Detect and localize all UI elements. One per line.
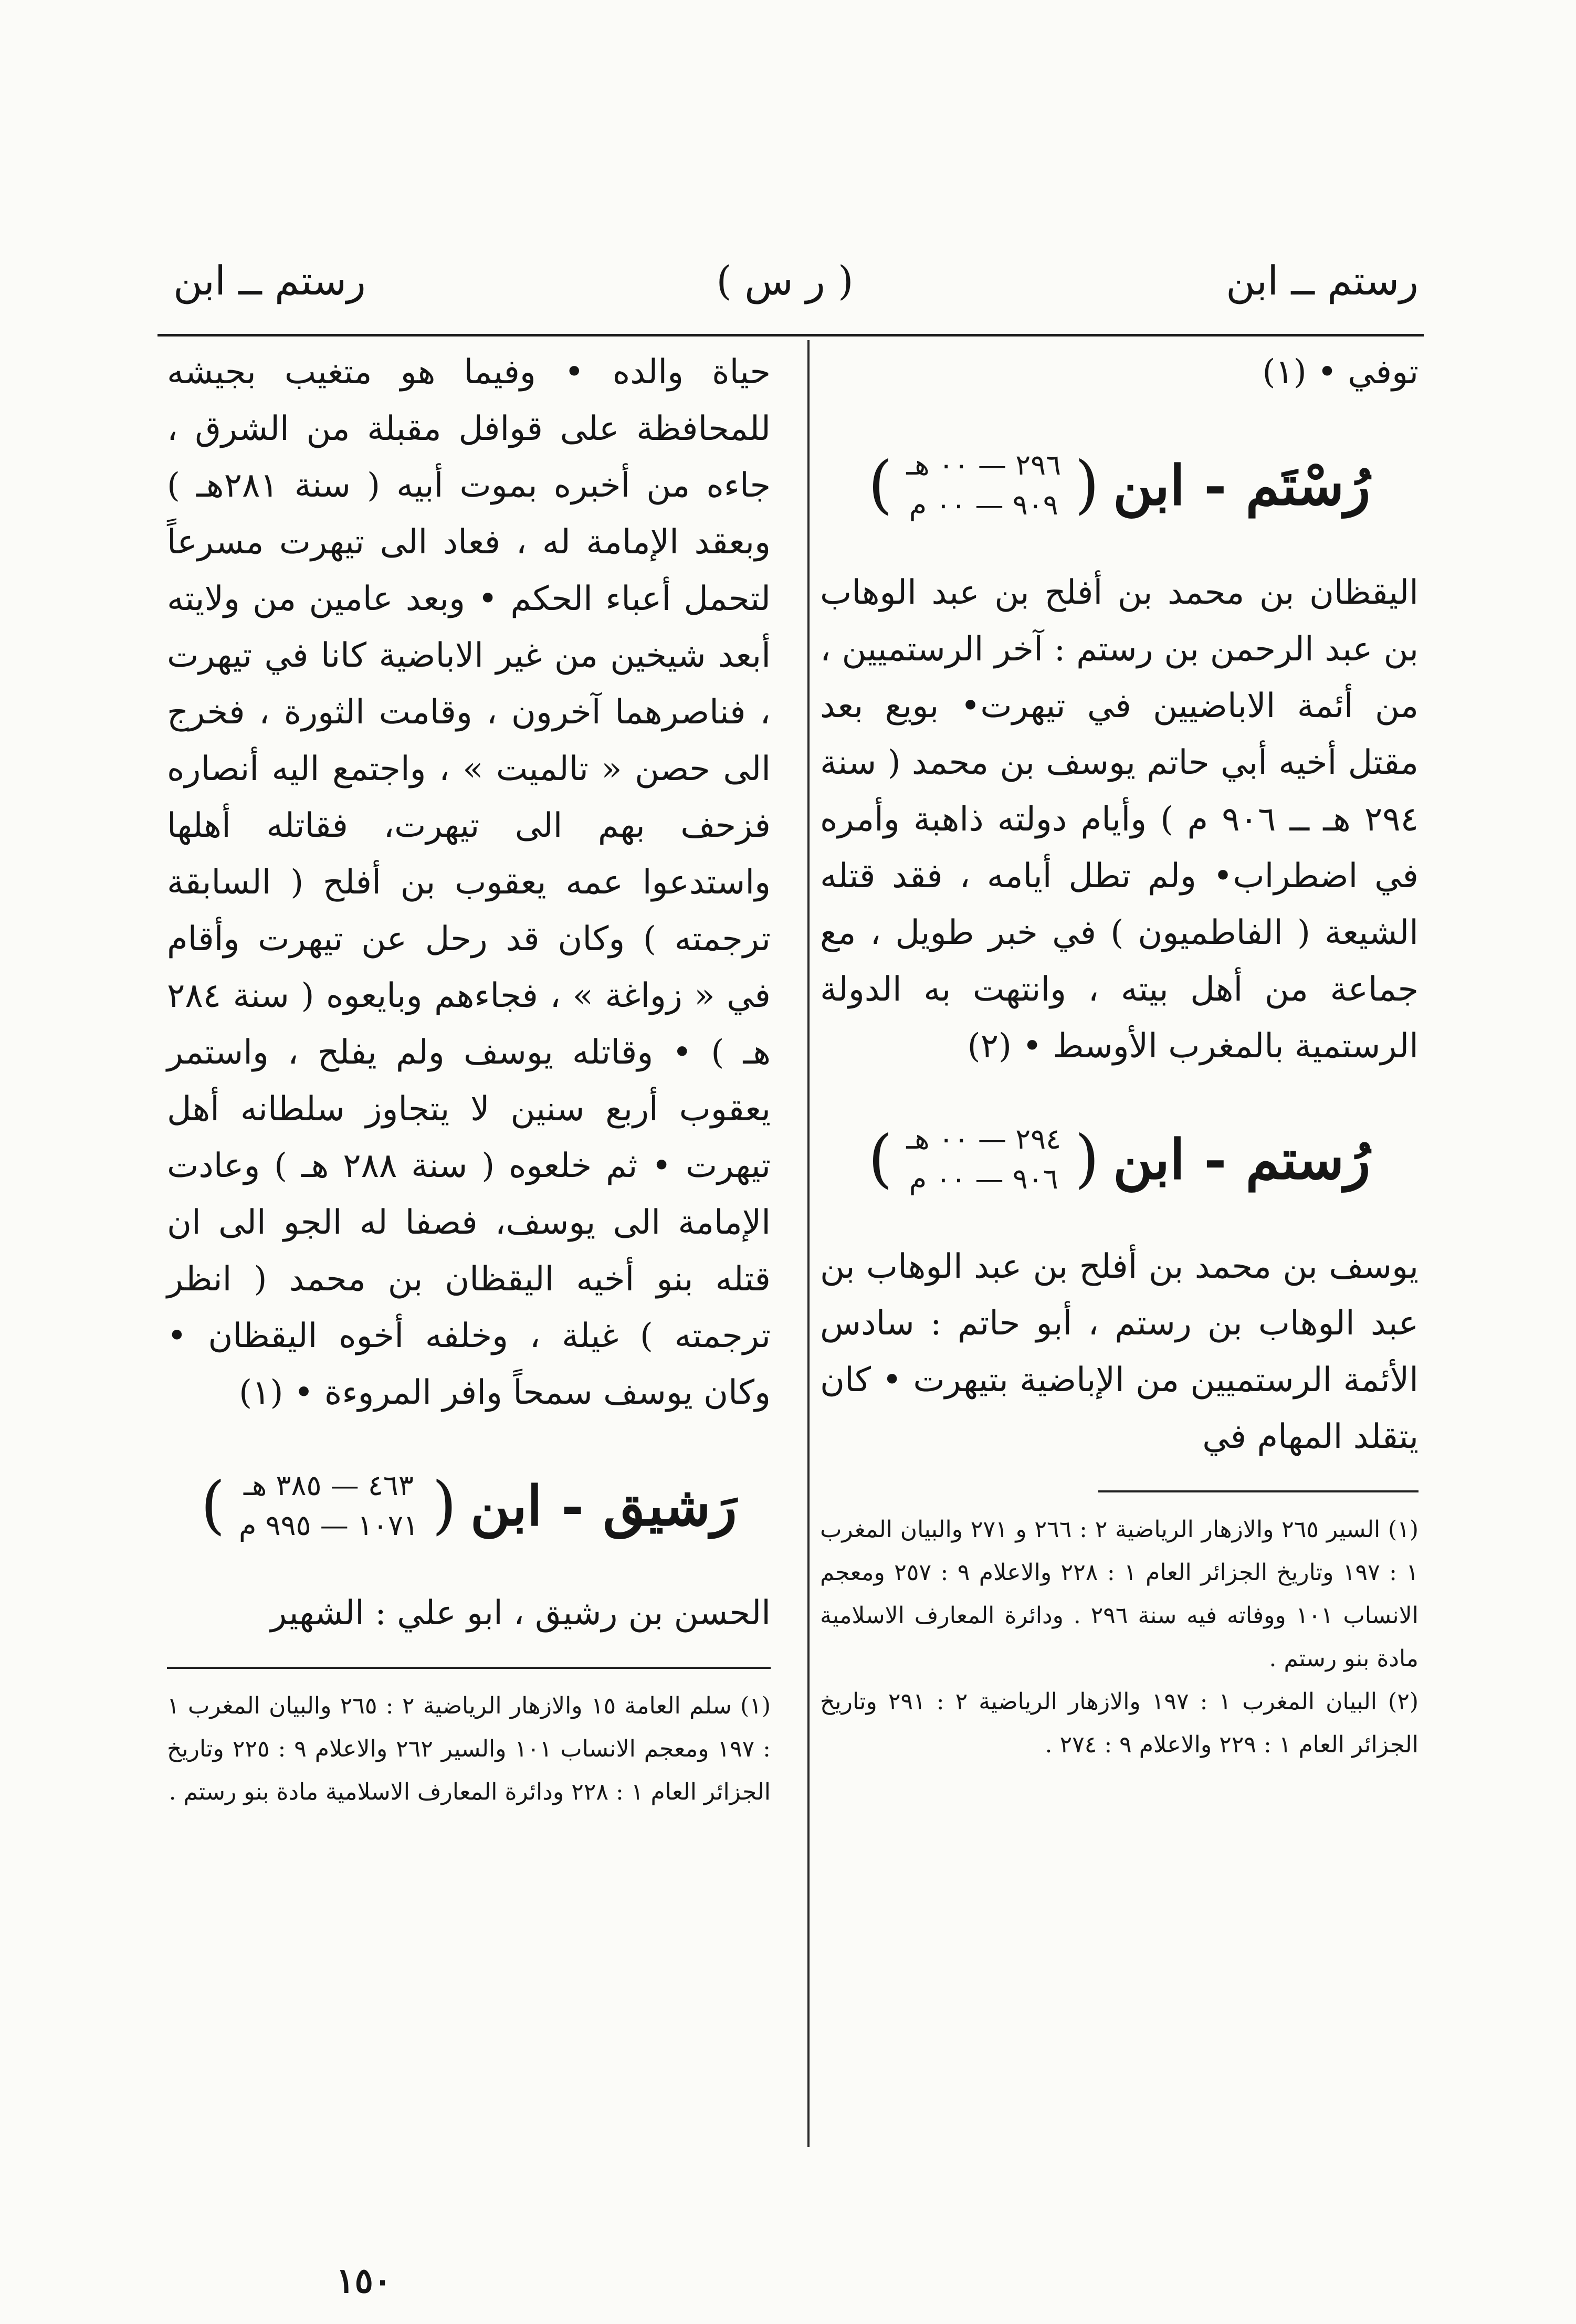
footnote: (١) السير ٢٦٥ والازهار الرياضية ٢ : ٢٦٦ و ٢٧١ والبيان المغرب ١ : ١٩٧ وتاريخ الجزائر العام ١ : ٢٢٨ والاعلام ٩ : ٢٥٧ ومعجم الانساب ١٠١ ووفاته فيه سنة ٢٩٦ . ودائرة المعارف الاسلامية مادة بنو رستم . xyxy=(820,1516,1419,1672)
open-paren: ( xyxy=(432,1469,457,1542)
hijri-date: ٢٩٤ — ٠٠ هـ xyxy=(906,1122,1062,1155)
open-paren: ( xyxy=(1075,1122,1099,1195)
entry-lead-line: الحسن بن رشيق ، ابو علي : الشهير xyxy=(270,1594,771,1633)
column-divider xyxy=(807,340,810,2147)
entry-name: رُستم - ابن xyxy=(1112,1127,1371,1192)
footnote: (٢) البيان المغرب ١ : ١٩٧ والازهار الرياضية ٢ : ٢٩١ وتاريخ الجزائر العام ١ : ٢٢٩ والاعلام ٩ : ٢٧٤ . xyxy=(820,1688,1419,1758)
entry-body xyxy=(820,1238,1419,1465)
close-paren: ) xyxy=(201,1469,225,1542)
gregorian-date: ٩٠٩ — ٠٠ م xyxy=(909,488,1058,521)
hijri-date: ٢٩٦ — ٠٠ هـ xyxy=(906,448,1062,481)
running-header-right: رستم ــ ابن xyxy=(1226,257,1419,304)
entry-paragraph: يوسف بن محمد بن أفلح بن عبد الوهاب بن عبد الوهاب بن رستم ، أبو حاتم : سادس الأئمة الرستميين من الإباضية بتيهرت • كان يتقلد المهام في xyxy=(820,1247,1419,1456)
right-column xyxy=(820,344,1419,1766)
footnote-rule xyxy=(1098,1490,1419,1492)
entry-name: رَشيق - ابن xyxy=(470,1473,737,1538)
entry-heading xyxy=(167,1456,771,1555)
entry-dates xyxy=(906,1119,1061,1199)
running-header-left: رستم ــ ابن xyxy=(173,257,366,304)
entry-paragraph: اليقظان بن محمد بن أفلح بن عبد الوهاب بن عبد الرحمن بن رستم : آخر الرستميين ، من أئمة الاباضيين في تيهرت• بويع بعد مقتل أخيه أبي حاتم يوسف بن محمد ( سنة ٢٩٤ هـ ــ ٩٠٦ م ) وأيام دولته ذاهبة وأمره في اضطراب• ولم تطل أيامه ، فقد قتله الشيعة ( الفاطميون ) في خبر طويل ، مع جماعة من أهل بيته ، وانتهت به الدولة الرستمية بالمغرب الأوسط • (٢) xyxy=(820,573,1419,1066)
header-rule xyxy=(157,334,1424,336)
footnote: (١) سلم العامة ١٥ والازهار الرياضية ٢ : ٢٦٥ والبيان المغرب ١ : ١٩٧ ومعجم الانساب ١٠١ والسير ٢٦٢ والاعلام ٩ : ٢٢٥ وتاريخ الجزائر العام ١ : ٢٢٨ ودائرة المعارف الاسلامية مادة بنو رستم . xyxy=(167,1692,771,1805)
open-paren: ( xyxy=(1075,448,1099,521)
entry-dates xyxy=(906,445,1061,525)
left-column xyxy=(167,344,771,1814)
gregorian-date: ٩٠٦ — ٠٠ م xyxy=(909,1162,1058,1195)
entry-body xyxy=(167,344,771,1421)
entry-body xyxy=(167,1585,771,1642)
hijri-date: ٤٦٣ — ٣٨٥ هـ xyxy=(244,1469,414,1502)
entry-heading xyxy=(820,1109,1419,1209)
footnotes xyxy=(820,1508,1419,1766)
continuation-text xyxy=(820,344,1419,401)
page-number: ١٥٠ xyxy=(336,2260,392,2301)
gregorian-date: ١٠٧١ — ٩٩٥ م xyxy=(238,1509,418,1542)
footnote-rule xyxy=(167,1667,771,1669)
close-paren: ) xyxy=(868,1122,893,1195)
continuation-line: توفي • (١) xyxy=(1262,353,1419,392)
entry-name: رُسْتَم - ابن xyxy=(1112,453,1371,518)
running-header-section: ( ر س ) xyxy=(716,257,854,304)
entry-body xyxy=(820,564,1419,1075)
entry-heading xyxy=(820,435,1419,535)
close-paren: ) xyxy=(868,448,893,521)
entry-dates xyxy=(239,1466,418,1545)
footnotes xyxy=(167,1685,771,1814)
entry-paragraph: حياة والده • وفيما هو متغيب بجيشه للمحافظة على قوافل مقبلة من الشرق ، جاءه من أخبره بموت أبيه ( سنة ٢٨١هـ ) وبعقد الإمامة له ، فعاد الى تيهرت مسرعاً لتحمل أعباء الحكم • وبعد عامين من ولايته أبعد شيخين من غير الاباضية كانا في تيهرت ، فناصرهما آخرون ، وقامت الثورة ، فخرج الى حصن « تالميت » ، واجتمع اليه أنصاره فزحف بهم الى تيهرت، فقاتله أهلها واستدعوا عمه يعقوب بن أفلح ( السابقة ترجمته ) وكان قد رحل عن تيهرت وأقام في « زواغة » ، فجاءهم وبايعوه ( سنة ٢٨٤ هـ ) • وقاتله يوسف ولم يفلح ، واستمر يعقوب أربع سنين لا يتجاوز سلطانه أهل تيهرت • ثم خلعوه ( سنة ٢٨٨ هـ ) وعادت الإمامة الى يوسف، فصفا له الجو الى ان قتله بنو أخيه اليقظان بن محمد ( انظر ترجمته ) غيلة ، وخلفه أخوه اليقظان • وكان يوسف سمحاً وافر المروءة • (١) xyxy=(167,353,771,1412)
